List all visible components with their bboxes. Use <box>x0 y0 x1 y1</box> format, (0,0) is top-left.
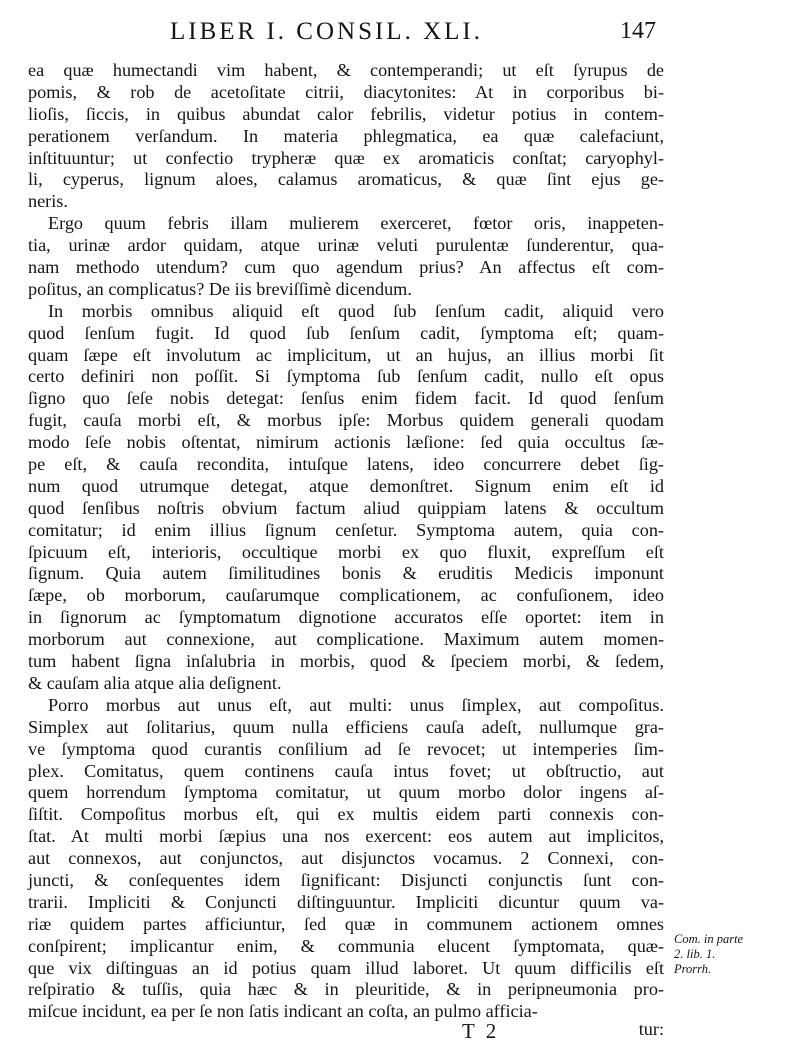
running-title: LIBER I. CONSIL. XLI. <box>170 18 483 45</box>
text-line: neris. <box>28 191 68 212</box>
catchword: tur: <box>638 1019 664 1039</box>
footer-line <box>28 1019 664 1043</box>
text-line: inſtituuntur; ut confectio trypheræ quæ ex aromaticis conſtat; caryophyl- <box>28 147 664 168</box>
text-line: que vix diſtinguas an id potius quam illud laboret. Ut quum difficilis eſt <box>28 957 664 978</box>
text-line: ſpicuum eſt, interioris, occultique morbi ex quo fluxit, expreſſum eſt <box>28 541 664 562</box>
page-number: 147 <box>620 18 656 44</box>
margin-note <box>674 932 774 977</box>
text-line: plex. Comitatus, quem continens cauſa intus fovet; ut obſtructio, aut <box>28 760 664 781</box>
text-line: morborum aut connexione, aut complicatione. Maximum autem momen- <box>28 629 664 650</box>
text-line: aut connexos, aut conjunctos, aut disjunctos vocamus. 2 Connexi, con- <box>28 848 664 869</box>
text-line: pe eſt, & cauſa recondita, intuſque latens, ideo concurrere debet ſig- <box>28 454 664 475</box>
paragraph <box>28 301 664 695</box>
text-line: poſitus, an complicatus? De iis breviſſimè dicendum. <box>28 278 412 299</box>
text-line: miſcue incidunt, ea per ſe non ſatis indicant an coſta, an pulmo afficia- <box>28 1001 538 1022</box>
margin-note-line: Prorrh. <box>674 962 712 976</box>
signature-mark: T 2 <box>462 1019 500 1043</box>
text-line: & cauſam alia atque alia deſignent. <box>28 672 282 693</box>
text-line: num quod utrumque detegat, atque demonſtret. Signum enim eſt id <box>28 475 664 496</box>
text-line: quod ſenſibus noſtris obvium factum aliud quippiam latens & occultum <box>28 497 664 518</box>
body-text <box>28 60 664 1023</box>
text-line: in ſignorum ac ſymptomatum dignotione accuratos eſſe oportet: item in <box>28 607 664 628</box>
text-line: li, cyperus, lignum aloes, calamus aromaticus, & quæ ſint ejus ge- <box>28 169 664 190</box>
text-line: perationem verſandum. In materia phlegmatica, ea quæ calefaciunt, <box>28 125 664 146</box>
text-line: quam ſæpe eſt involutum ac implicitum, ut an hujus, an illius morbi ſit <box>28 344 664 365</box>
margin-note-line: Com. in parte <box>674 932 744 946</box>
text-line: comitatur; id enim illius ſignum cenſetur. Symptoma autem, quia con- <box>28 519 664 540</box>
text-line: ea quæ humectandi vim habent, & contemperandi; ut eſt ſyrupus de <box>28 60 664 80</box>
margin-note-line: 2. lib. 1. <box>674 947 716 961</box>
text-line: quod ſenſum fugit. Id quod ſub ſenſum cadit, ſymptoma eſt; quam- <box>28 322 664 343</box>
text-line: tum habent ſigna inſalubria in morbis, quod & ſpeciem morbi, & ſedem, <box>28 651 664 672</box>
text-line: ſiſtit. Compoſitus morbus eſt, qui ex multis eidem parti connexis con- <box>28 804 664 825</box>
text-line: Porro morbus aut unus eſt, aut multi: unus ſimplex, aut compoſitus. <box>48 694 664 715</box>
text-line: riæ quidem partes afficiuntur, ſed quæ in communem actionem omnes <box>28 913 664 934</box>
text-line: certo definiri non poſſit. Si ſymptoma ſub ſenſum cadit, nullo eſt opus <box>28 366 664 387</box>
running-head <box>0 16 800 50</box>
text-line: fugit, cauſa morbi eſt, & morbus ipſe: Morbus quidem generali quodam <box>28 410 664 431</box>
text-line: lioſis, ſiccis, in quibus abundat calor febrilis, videtur potius in contem- <box>28 103 664 124</box>
text-line: In morbis omnibus aliquid eſt quod ſub ſenſum cadit, aliquid vero <box>48 300 664 321</box>
text-line: Ergo quum febris illam mulierem exerceret, fœtor oris, inappeten- <box>48 213 664 234</box>
paragraph <box>28 695 664 1023</box>
text-line: modo ſeſe nobis oſtentat, nimirum actionis læſione: ſed quia occultus ſæ- <box>28 432 664 453</box>
text-line: nam methodo utendum? cum quo agendum prius? An affectus eſt com- <box>28 257 664 278</box>
text-line: ve ſymptoma quod curantis conſilium ad ſe revocet; ut intemperies ſim- <box>28 738 664 759</box>
text-line: ſtat. At multi morbi ſæpius una nos exercent: eos autem aut implicitos, <box>28 826 664 847</box>
text-line: ſigno quo ſeſe nobis detegat: ſenſus enim fidem facit. Id quod ſenſum <box>28 388 664 409</box>
paragraph <box>28 213 664 301</box>
text-line: Simplex aut ſolitarius, quum nulla efficiens cauſa adeſt, nullumque gra- <box>28 716 664 737</box>
text-line: ſæpe, ob morborum, cauſarumque complicationem, ac confuſionem, ideo <box>28 585 664 606</box>
text-line: ſignum. Quia autem ſimilitudines bonis & eruditis Medicis imponunt <box>28 563 664 584</box>
text-line: tia, urinæ ardor quidam, atque urinæ veluti purulentæ ſunderentur, qua- <box>28 235 664 256</box>
text-line: reſpiratio & tuſſis, quia hæc & in pleuritide, & in peripneumonia pro- <box>28 979 664 1000</box>
text-line: trarii. Impliciti & Conjuncti diſtinguuntur. Impliciti dicuntur quum va- <box>28 891 664 912</box>
paragraph <box>28 60 664 213</box>
text-line: quem horrendum ſymptoma comitatur, ut quum morbo dolor ingens aſ- <box>28 782 664 803</box>
text-line: conſpirent; implicantur enim, & communia elucent ſymptomata, quæ- <box>28 935 664 956</box>
text-line: juncti, & conſequentes idem ſignificant: Disjuncti conjunctis ſunt con- <box>28 869 664 890</box>
text-line: pomis, & rob de acetoſitate citrii, diacytonites: At in corporibus bi- <box>28 81 664 102</box>
